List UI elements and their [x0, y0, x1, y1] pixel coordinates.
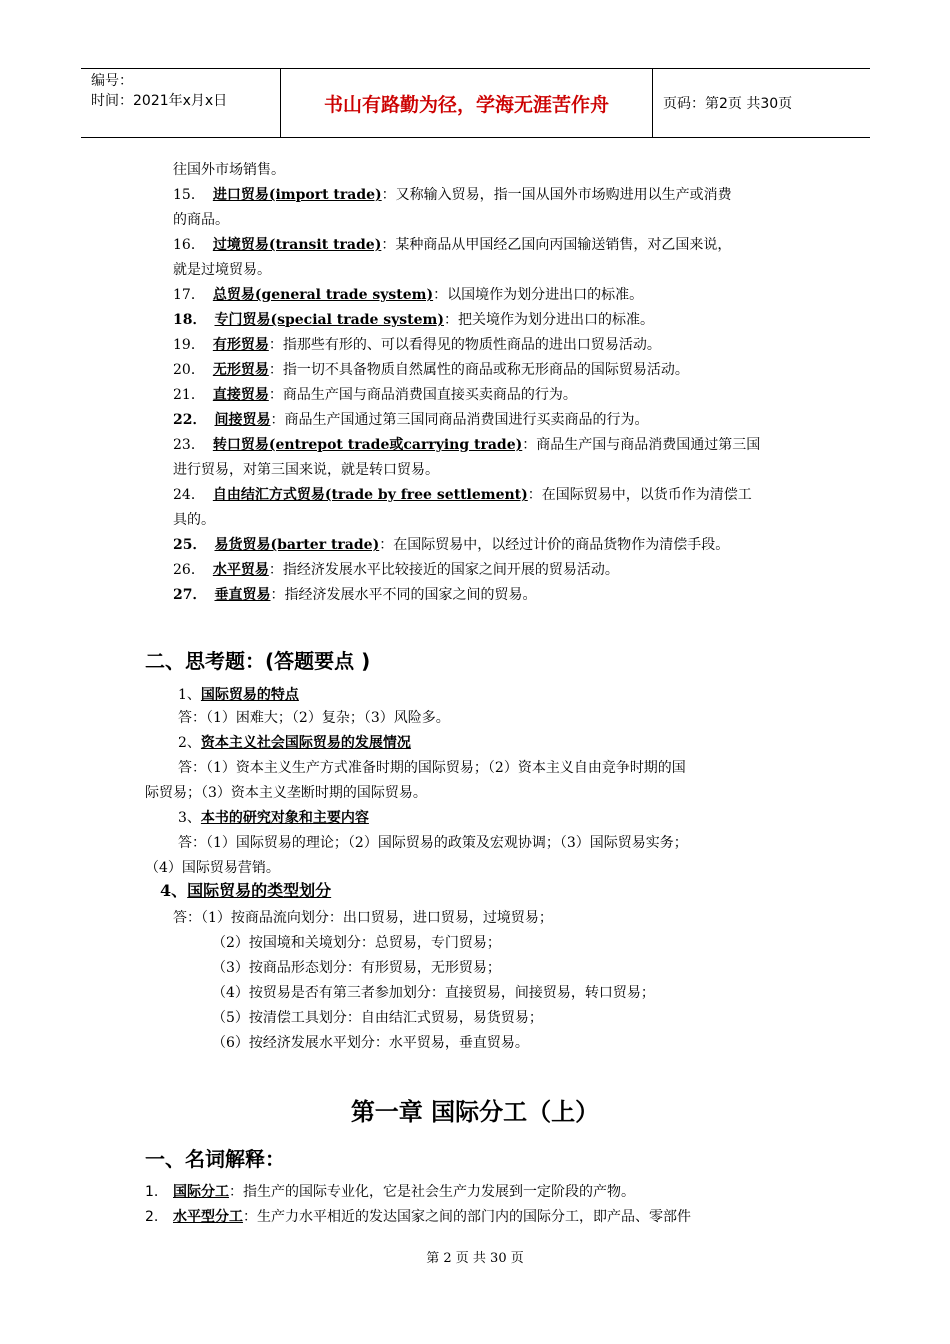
- definition-1: 1. 国际分工：指生产的国际专业化，它是社会生产力发展到一定阶段的产物。: [145, 1184, 635, 1200]
- answer-4-line-6: （6）按经济发展水平划分：水平贸易，垂直贸易。: [212, 1035, 529, 1051]
- chapter-title: 第一章 国际分工（上）: [350, 1098, 600, 1126]
- number-label: 编号：: [91, 73, 133, 89]
- term-item-24-cont: 具的。: [173, 512, 215, 528]
- question-4: 4、国际贸易的类型划分: [160, 881, 332, 900]
- answer-4-line-1: 答：（1）按商品流向划分：出口贸易，进口贸易，过境贸易；: [173, 910, 553, 926]
- answer-3-line-2: （4）国际贸易营销。: [145, 860, 280, 876]
- question-1: 1、国际贸易的特点: [178, 687, 299, 703]
- header-meta: [81, 69, 281, 137]
- definition-2: 2. 水平型分工：生产力水平相近的发达国家之间的部门内的国际分工，即产品、零部件: [145, 1209, 691, 1225]
- term-item-24: 24． 自由结汇方式贸易(trade by free settlement)：在国际贸易中，以货币作为清偿工: [173, 487, 752, 503]
- answer-1: 答：（1）困难大；（2）复杂；（3）风险多。: [178, 710, 450, 726]
- term-item-18: 18． 专门贸易(special trade system)：把关境作为划分进出口的标准。: [173, 312, 654, 328]
- answer-4-line-5: （5）按清偿工具划分：自由结汇式贸易，易货贸易；: [212, 1010, 543, 1026]
- answer-4-line-4: （4）按贸易是否有第三者参加划分：直接贸易，间接贸易，转口贸易；: [212, 985, 655, 1001]
- term-item-22: 22． 间接贸易：商品生产国通过第三国同商品消费国进行买卖商品的行为。: [173, 412, 649, 428]
- section-heading-terms: 一、名词解释：: [145, 1147, 285, 1171]
- time-label: 时间：2021年x月x日: [91, 93, 228, 109]
- term-item-19: 19． 有形贸易：指那些有形的、可以看得见的物质性商品的进出口贸易活动。: [173, 337, 661, 353]
- answer-2-line-2: 际贸易；（3）资本主义垄断时期的国际贸易。: [145, 785, 427, 801]
- page-footer: 第 2 页 共 30 页: [426, 1251, 524, 1266]
- answer-3-line-1: 答：（1）国际贸易的理论；（2）国际贸易的政策及宏观协调；（3）国际贸易实务；: [178, 835, 688, 851]
- term-item-20: 20． 无形贸易：指一切不具备物质自然属性的商品或称无形商品的国际贸易活动。: [173, 362, 689, 378]
- page-header: [81, 68, 870, 138]
- answer-4-line-3: （3）按商品形态划分：有形贸易，无形贸易；: [212, 960, 501, 976]
- continuation-text: 往国外市场销售。: [173, 162, 285, 178]
- question-2: 2、资本主义社会国际贸易的发展情况: [178, 735, 411, 751]
- answer-4-line-2: （2）按国境和关境划分：总贸易，专门贸易；: [212, 935, 501, 951]
- term-item-25: 25． 易货贸易(barter trade)：在国际贸易中，以经过计价的商品货物作为清偿手段。: [173, 537, 730, 553]
- question-3: 3、本书的研究对象和主要内容: [178, 810, 369, 826]
- term-item-23: 23． 转口贸易(entrepot trade或carrying trade)：商品生产国与商品消费国通过第三国: [173, 437, 761, 453]
- term-item-26: 26． 水平贸易：指经济发展水平比较接近的国家之间开展的贸易活动。: [173, 562, 619, 578]
- term-item-23-cont: 进行贸易，对第三国来说，就是转口贸易。: [173, 462, 439, 478]
- answer-2-line-1: 答：（1）资本主义生产方式准备时期的国际贸易；（2）资本主义自由竞争时期的国: [178, 760, 686, 776]
- header-motto: 书山有路勤为径，学海无涯苦作舟: [281, 69, 653, 137]
- section-heading-questions: 二、思考题：(答题要点 ): [145, 649, 371, 673]
- term-item-17: 17． 总贸易(general trade system)：以国境作为划分进出口的标准。: [173, 287, 644, 303]
- header-page-info: 页码：第2页 共30页: [663, 96, 793, 112]
- term-item-16-cont: 就是过境贸易。: [173, 262, 271, 278]
- term-item-27: 27． 垂直贸易：指经济发展水平不同的国家之间的贸易。: [173, 587, 537, 603]
- term-item-21: 21． 直接贸易：商品生产国与商品消费国直接买卖商品的行为。: [173, 387, 577, 403]
- term-item-16: 16． 过境贸易(transit trade)：某种商品从甲国经乙国向丙国输送销售，对乙国来说，: [173, 237, 732, 253]
- term-item-15-cont: 的商品。: [173, 212, 229, 228]
- term-item-15: 15． 进口贸易(import trade)：又称输入贸易，指一国从国外市场购进用以生产或消费: [173, 187, 732, 203]
